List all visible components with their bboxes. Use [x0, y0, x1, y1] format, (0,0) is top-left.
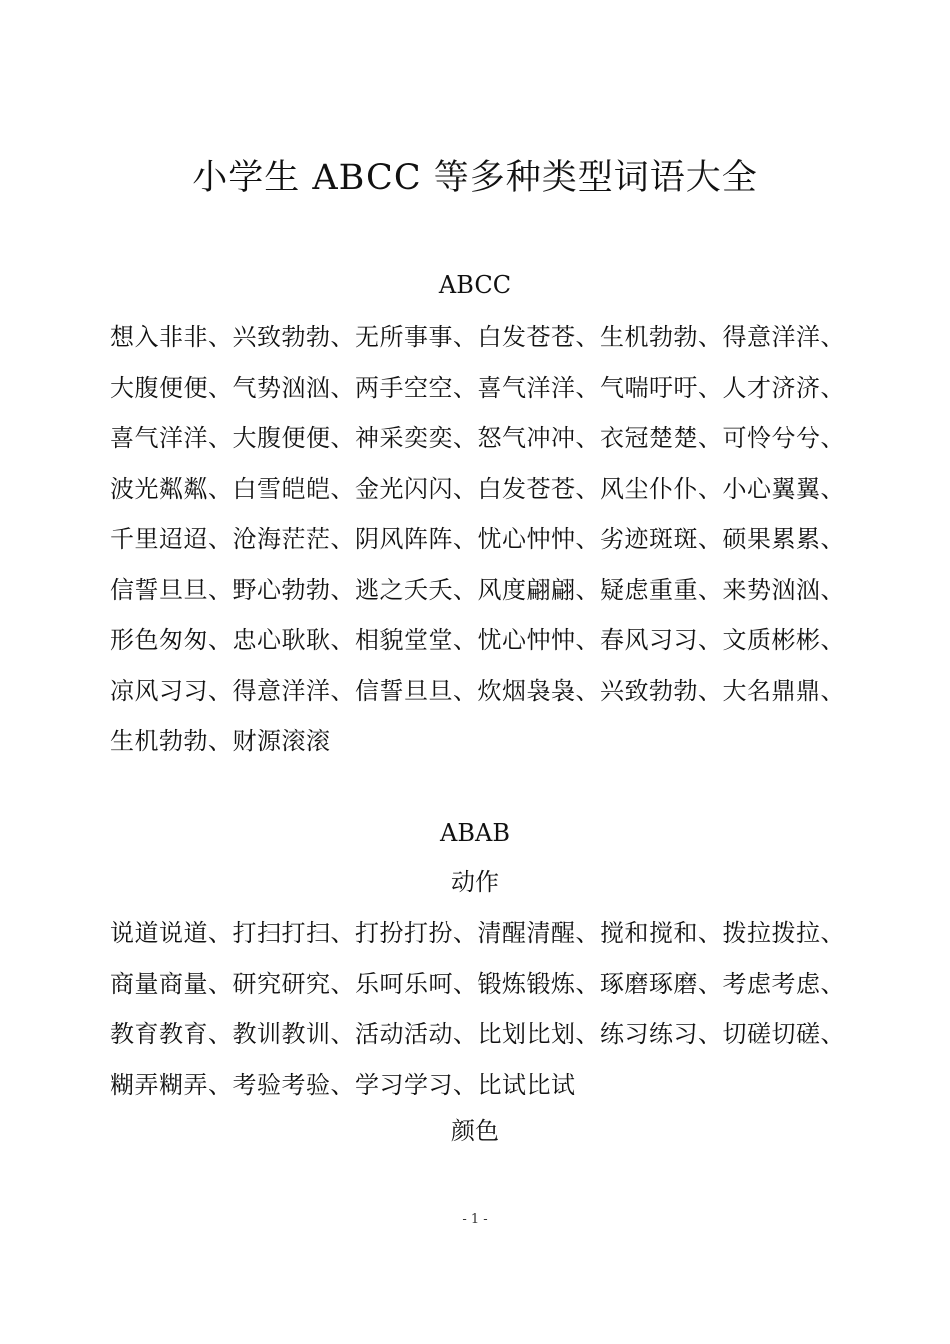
section-text-abcc: 想入非非、兴致勃勃、无所事事、白发苍苍、生机勃勃、得意洋洋、大腹便便、气势汹汹、两手空空、喜气洋洋、气喘吁吁、人才济济、喜气洋洋、大腹便便、神采奕奕、怒气冲冲、衣冠楚楚、可怜兮兮、波光粼粼、白雪皑皑、金光闪闪、白发苍苍、风尘仆仆、小心翼翼、千里迢迢、沧海茫茫、阴风阵阵、忧心忡忡、劣迹斑斑、硕果累累、信誓旦旦、野心勃勃、逃之夭夭、风度翩翩、疑虑重重、来势汹汹、形色匆匆、忠心耿耿、相貌堂堂、忧心忡忡、春风习习、文质彬彬、凉风习习、得意洋洋、信誓旦旦、炊烟袅袅、兴致勃勃、大名鼎鼎、生机勃勃、财源滚滚	[110, 323, 845, 755]
section-text-abab: 说道说道、打扫打扫、打扮打扮、清醒清醒、搅和搅和、拨拉拨拉、商量商量、研究研究、乐呵乐呵、锻炼锻炼、琢磨琢磨、考虑考虑、教育教育、教训教训、活动活动、比划比划、练习练习、切磋切磋、糊弄糊弄、考验考验、学习学习、比试比试	[110, 919, 845, 1099]
page-number: - 1 -	[462, 1212, 488, 1227]
subheading-action: 动作	[451, 868, 499, 896]
section-heading-abab: ABAB	[440, 819, 510, 847]
subheading-color: 颜色	[451, 1117, 499, 1145]
section-heading-abcc: ABCC	[438, 271, 512, 299]
page-title: 小学生 ABCC 等多种类型词语大全	[192, 158, 758, 198]
